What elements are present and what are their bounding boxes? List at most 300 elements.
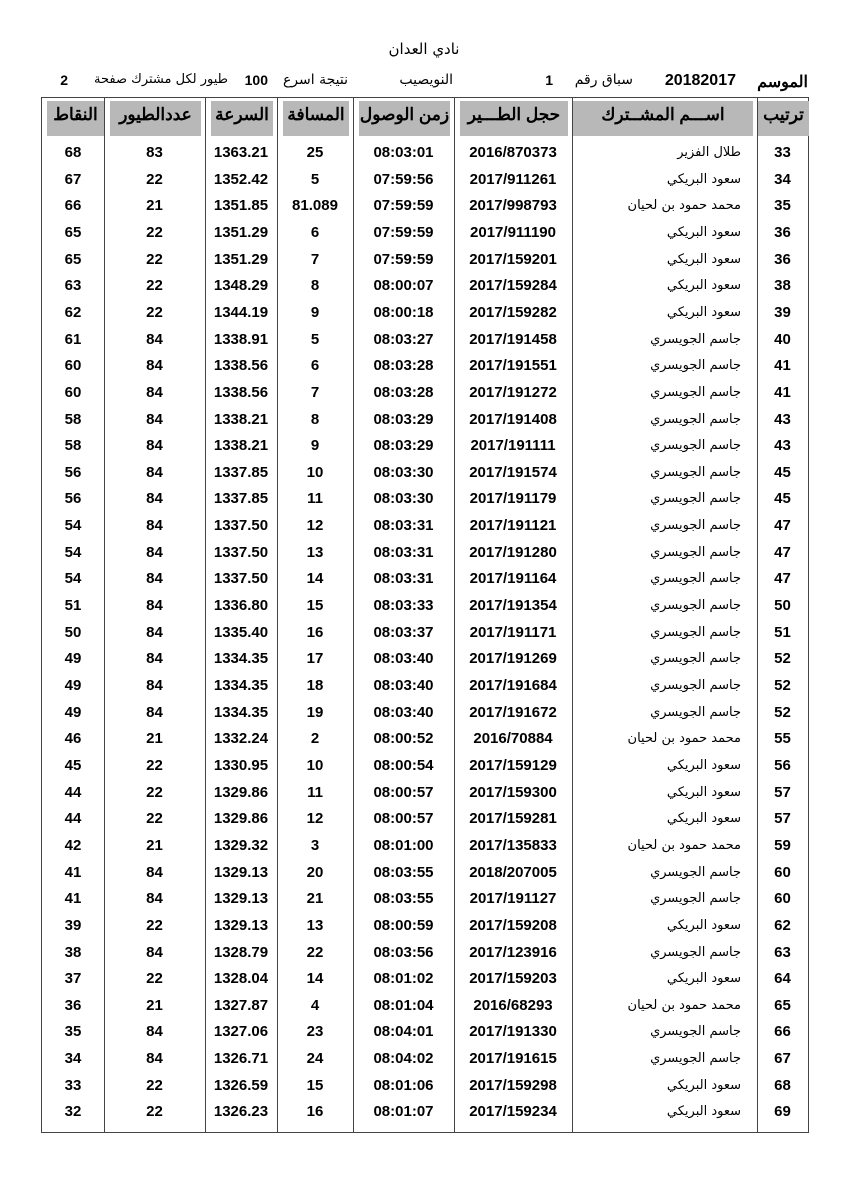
ring-number-cell: 2016/870373 [469, 144, 557, 161]
distance-cell: 21 [306, 890, 324, 908]
birds-cell: 83 [146, 144, 163, 161]
birds-cell: 84 [146, 383, 163, 401]
points-cell: 58 [64, 437, 82, 455]
arrival-time-cell: 08:03:31 [373, 570, 434, 588]
participant-name-cell: جاسم الجويسري [650, 411, 741, 427]
arrival-time-cell: 08:03:56 [373, 943, 434, 961]
table-row [42, 273, 808, 299]
table-row [42, 486, 808, 512]
arrival-time-cell: 08:01:02 [373, 970, 434, 988]
table-row [42, 513, 808, 539]
distance-cell: 16 [306, 623, 324, 641]
distance-cell: 10 [306, 463, 324, 481]
points-cell: 45 [64, 756, 82, 774]
arrival-time-cell: 08:00:57 [373, 783, 434, 801]
ring-number-cell: 2017/191127 [469, 890, 557, 908]
participant-name-cell: طلال الفزير [677, 145, 741, 160]
season-value: 20182017 [664, 72, 736, 89]
distance-cell: 8 [310, 277, 320, 295]
arrival-time-cell: 08:03:40 [373, 677, 434, 694]
season-label: الموسم [757, 74, 808, 91]
speed-cell: 1348.29 [213, 277, 269, 295]
speed-cell: 1335.40 [213, 623, 269, 641]
arrival-time-cell: 08:00:52 [373, 730, 434, 748]
club-title: نادي العدان [388, 40, 460, 58]
arrival-time-cell: 08:00:07 [373, 277, 434, 295]
distance-cell: 15 [306, 597, 324, 615]
points-cell: 39 [64, 916, 82, 934]
speed-cell: 1328.04 [213, 970, 269, 988]
ring-number-cell: 2017/191171 [469, 623, 557, 641]
birds-cell: 22 [146, 1076, 163, 1094]
participant-name-cell: سعود البريكي [666, 278, 741, 294]
rank-cell: 38 [774, 277, 791, 295]
ring-number-cell: 2017/159208 [469, 916, 557, 934]
birds-cell: 84 [146, 437, 163, 455]
participant-name-cell: جاسم الجويسري [650, 331, 741, 347]
rank-cell: 60 [774, 890, 791, 908]
birds-cell: 22 [146, 277, 163, 295]
points-cell: 49 [64, 650, 82, 668]
points-cell: 44 [64, 783, 82, 801]
points-cell: 56 [64, 463, 82, 481]
table-row [42, 407, 808, 433]
distance-cell: 24 [306, 1050, 324, 1068]
points-cell: 56 [64, 490, 82, 508]
points-cell: 66 [64, 197, 82, 215]
distance-cell: 14 [306, 570, 324, 588]
birds-cell: 84 [146, 1050, 163, 1068]
participant-name-cell: سعود البريكي [666, 171, 741, 187]
distance-cell: 5 [310, 170, 320, 188]
speed-cell: 1338.56 [213, 357, 269, 375]
table-row [42, 327, 808, 353]
table-row [42, 140, 808, 166]
distance-cell: 9 [310, 437, 320, 455]
distance-cell: 11 [307, 490, 323, 508]
ring-number-cell: 2018/207005 [469, 863, 557, 881]
speed-cell: 1351.85 [213, 197, 269, 215]
birds-cell: 22 [146, 810, 163, 828]
arrival-time-cell: 08:01:06 [373, 1076, 434, 1094]
participant-name-cell: جاسم الجويسري [650, 1024, 741, 1040]
speed-cell: 1329.86 [213, 783, 269, 801]
birds-cell: 22 [146, 916, 163, 934]
arrival-time-cell: 08:03:27 [373, 330, 434, 348]
table-row [42, 353, 808, 379]
participant-name-cell: محمد حمود بن لحيان [627, 731, 741, 747]
distance-cell: 22 [306, 943, 324, 961]
distance-cell: 13 [306, 916, 324, 934]
birds-cell: 84 [146, 357, 163, 375]
ring-number-cell: 2017/191121 [469, 517, 557, 535]
speed-cell: 1326.23 [213, 1103, 269, 1121]
birds-cell: 84 [146, 703, 163, 721]
participant-name-cell: سعود البريكي [666, 251, 741, 267]
birds-cell: 84 [146, 517, 163, 535]
speed-cell: 1363.21 [213, 144, 269, 161]
birds-cell: 84 [146, 570, 163, 588]
birds-cell: 84 [146, 410, 163, 428]
table-row [42, 247, 808, 273]
table-row [42, 833, 808, 859]
points-cell: 67 [64, 170, 82, 188]
rank-cell: 36 [774, 250, 791, 268]
points-cell: 46 [64, 730, 82, 748]
distance-cell: 16 [306, 1103, 324, 1121]
speed-cell: 1351.29 [213, 250, 269, 268]
birds-cell: 22 [146, 1103, 163, 1121]
distance-cell: 81.089 [292, 197, 338, 215]
race-info-line [40, 72, 808, 94]
table-row [42, 940, 808, 966]
participant-name-cell: جاسم الجويسري [650, 384, 741, 400]
rank-cell: 52 [774, 650, 791, 668]
participant-name-cell: جاسم الجويسري [650, 1051, 741, 1067]
participant-name-cell: سعود البريكي [666, 1077, 741, 1093]
speed-cell: 1334.35 [213, 703, 269, 721]
distance-cell: 6 [310, 357, 320, 375]
birds-cell: 84 [146, 863, 163, 881]
rank-cell: 56 [774, 756, 791, 774]
rank-cell: 69 [774, 1103, 791, 1121]
points-cell: 33 [64, 1076, 82, 1094]
ring-number-cell: 2017/191408 [469, 410, 557, 428]
rank-cell: 43 [774, 437, 791, 455]
table-row [42, 700, 808, 726]
distance-cell: 3 [310, 836, 320, 854]
speed-cell: 1329.13 [213, 916, 269, 934]
table-row [42, 646, 808, 672]
distance-cell: 2 [310, 730, 320, 748]
header-distance: المسافة [283, 101, 349, 136]
rank-cell: 62 [774, 916, 791, 934]
table-row [42, 380, 808, 406]
birds-cell: 84 [146, 330, 163, 348]
page-number: 2 [60, 72, 68, 88]
arrival-time-cell: 08:03:30 [373, 463, 434, 481]
distance-cell: 15 [306, 1076, 324, 1094]
speed-cell: 1338.21 [213, 437, 269, 455]
rank-cell: 47 [774, 543, 791, 561]
participant-name-cell: جاسم الجويسري [650, 678, 741, 693]
table-row [42, 167, 808, 193]
ring-number-cell: 2017/135833 [469, 836, 557, 854]
participant-name-cell: سعود البريكي [666, 224, 741, 240]
table-row [42, 860, 808, 886]
speed-cell: 1337.50 [213, 517, 269, 535]
table-row [42, 726, 808, 752]
arrival-time-cell: 08:00:59 [373, 916, 434, 934]
arrival-time-cell: 08:03:28 [373, 357, 434, 375]
arrival-time-cell: 08:03:40 [373, 703, 434, 721]
speed-cell: 1352.42 [213, 170, 269, 188]
ring-number-cell: 2017/911261 [469, 170, 557, 188]
participant-name-cell: جاسم الجويسري [650, 438, 741, 454]
table-row [42, 220, 808, 246]
rank-cell: 43 [774, 410, 791, 428]
table-row [42, 966, 808, 992]
race-number: 1 [545, 72, 553, 88]
rank-cell: 51 [774, 623, 791, 641]
birds-cell: 84 [146, 623, 163, 641]
birds-note: طيور لكل مشترك صفحة [94, 72, 228, 87]
distance-cell: 7 [310, 250, 320, 268]
speed-cell: 1329.13 [213, 863, 269, 881]
ring-number-cell: 2017/159282 [469, 303, 557, 321]
ring-number-cell: 2017/159300 [469, 783, 557, 801]
rank-cell: 59 [774, 836, 791, 854]
ring-number-cell: 2017/159298 [469, 1076, 557, 1094]
table-row [42, 433, 808, 459]
birds-cell: 22 [146, 783, 163, 801]
ring-number-cell: 2017/191458 [469, 330, 557, 348]
table-row [42, 193, 808, 219]
distance-cell: 12 [306, 517, 324, 535]
points-cell: 35 [64, 1023, 82, 1041]
table-row [42, 460, 808, 486]
birds-cell: 84 [146, 463, 163, 481]
points-cell: 51 [64, 597, 82, 615]
rank-cell: 47 [774, 570, 791, 588]
birds-count: 100 [244, 72, 268, 88]
ring-number-cell: 2017/191330 [469, 1023, 557, 1041]
points-cell: 32 [64, 1103, 82, 1121]
ring-number-cell: 2017/159203 [469, 970, 557, 988]
speed-cell: 1326.71 [213, 1050, 269, 1068]
arrival-time-cell: 08:01:07 [373, 1103, 434, 1121]
distance-cell: 5 [310, 330, 320, 348]
distance-cell: 23 [306, 1023, 324, 1041]
points-cell: 44 [64, 810, 82, 828]
ring-number-cell: 2017/191272 [469, 383, 557, 401]
speed-cell: 1334.35 [213, 650, 269, 668]
rank-cell: 57 [774, 810, 791, 828]
table-row [42, 1046, 808, 1072]
distance-cell: 19 [306, 703, 324, 721]
birds-cell: 84 [146, 890, 163, 908]
speed-cell: 1328.79 [213, 943, 269, 961]
arrival-time-cell: 08:01:04 [373, 996, 434, 1014]
participant-name-cell: جاسم الجويسري [650, 518, 741, 534]
birds-cell: 22 [146, 756, 163, 774]
points-cell: 62 [64, 303, 82, 321]
participant-name-cell: جاسم الجويسري [650, 891, 741, 907]
arrival-time-cell: 08:03:31 [373, 543, 434, 561]
points-cell: 41 [64, 863, 82, 881]
ring-number-cell: 2017/998793 [469, 197, 557, 215]
rank-cell: 57 [774, 783, 791, 801]
header-rank: ترتيب [758, 101, 809, 136]
arrival-time-cell: 08:03:55 [373, 890, 434, 908]
table-row [42, 620, 808, 646]
rank-cell: 67 [774, 1050, 791, 1068]
birds-cell: 21 [146, 836, 163, 854]
ring-number-cell: 2017/191280 [469, 543, 557, 561]
points-cell: 37 [64, 970, 82, 988]
points-cell: 34 [64, 1050, 82, 1068]
result-label: نتيجة اسرع [282, 72, 348, 88]
table-row [42, 993, 808, 1019]
distance-cell: 25 [306, 144, 324, 161]
participant-name-cell: جاسم الجويسري [650, 704, 741, 720]
arrival-time-cell: 07:59:59 [373, 250, 434, 268]
rank-cell: 66 [774, 1023, 791, 1041]
birds-cell: 84 [146, 943, 163, 961]
ring-number-cell: 2017/191615 [469, 1050, 557, 1068]
race-label: سباق رقم [574, 72, 633, 88]
table-row [42, 886, 808, 912]
birds-cell: 84 [146, 490, 163, 508]
distance-cell: 20 [306, 863, 324, 881]
ring-number-cell: 2017/191551 [469, 357, 557, 375]
ring-number-cell: 2017/159234 [469, 1103, 557, 1121]
participant-name-cell: جاسم الجويسري [650, 944, 741, 960]
speed-cell: 1344.19 [213, 303, 269, 321]
participant-name-cell: جاسم الجويسري [650, 864, 741, 880]
points-cell: 50 [64, 623, 82, 641]
header-ring: حجل الطـــير [460, 101, 568, 136]
rank-cell: 39 [774, 303, 791, 321]
header-arrival: زمن الوصول [359, 101, 450, 136]
table-row [42, 913, 808, 939]
ring-number-cell: 2017/191179 [469, 490, 557, 508]
arrival-time-cell: 08:03:30 [373, 490, 434, 508]
speed-cell: 1337.50 [213, 570, 269, 588]
speed-cell: 1332.24 [213, 730, 269, 748]
table-row [42, 300, 808, 326]
rank-cell: 64 [774, 970, 791, 988]
ring-number-cell: 2017/159201 [469, 250, 557, 268]
speed-cell: 1338.91 [213, 330, 269, 348]
table-row [42, 753, 808, 779]
rank-cell: 45 [774, 463, 791, 481]
speed-cell: 1329.13 [213, 890, 269, 908]
points-cell: 54 [64, 570, 82, 588]
speed-cell: 1337.50 [213, 543, 269, 561]
ring-number-cell: 2017/191354 [469, 597, 557, 615]
points-cell: 60 [64, 383, 82, 401]
rank-cell: 41 [774, 357, 791, 375]
birds-cell: 21 [146, 197, 163, 215]
participant-name-cell: سعود البريكي [666, 971, 741, 987]
participant-name-cell: سعود البريكي [666, 784, 741, 800]
table-row [42, 593, 808, 619]
table-row [42, 1073, 808, 1099]
arrival-time-cell: 08:03:55 [373, 863, 434, 881]
ring-number-cell: 2017/159281 [469, 810, 557, 828]
participant-name-cell: سعود البريكي [666, 757, 741, 773]
birds-cell: 22 [146, 303, 163, 321]
points-cell: 42 [64, 836, 82, 854]
table-row [42, 1099, 808, 1125]
header-birds: عددالطيور [110, 101, 201, 136]
rank-cell: 52 [774, 703, 791, 721]
arrival-time-cell: 08:03:37 [373, 623, 434, 641]
race-name: النويصيب [399, 72, 453, 88]
participant-name-cell: محمد حمود بن لحيان [627, 837, 741, 853]
points-cell: 58 [64, 410, 82, 428]
rank-cell: 63 [774, 943, 791, 961]
rank-cell: 65 [774, 996, 791, 1014]
rank-cell: 34 [774, 170, 791, 188]
ring-number-cell: 2017/159129 [469, 756, 557, 774]
speed-cell: 1337.85 [213, 490, 269, 508]
participant-name-cell: محمد حمود بن لحيان [627, 198, 741, 214]
participant-name-cell: جاسم الجويسري [650, 358, 741, 374]
distance-cell: 10 [306, 756, 324, 774]
participant-name-cell: جاسم الجويسري [650, 651, 741, 667]
ring-number-cell: 2017/191684 [469, 677, 557, 694]
table-row [42, 1019, 808, 1045]
rank-cell: 36 [774, 223, 791, 241]
arrival-time-cell: 08:03:33 [373, 597, 434, 615]
points-cell: 65 [64, 223, 82, 241]
distance-cell: 9 [310, 303, 320, 321]
arrival-time-cell: 08:03:40 [373, 650, 434, 668]
participant-name-cell: جاسم الجويسري [650, 571, 741, 587]
distance-cell: 11 [307, 783, 323, 801]
participant-name-cell: جاسم الجويسري [650, 491, 741, 507]
points-cell: 49 [64, 677, 82, 694]
birds-cell: 22 [146, 223, 163, 241]
table-row [42, 566, 808, 592]
points-cell: 41 [64, 890, 82, 908]
rank-cell: 33 [774, 144, 791, 161]
ring-number-cell: 2016/68293 [473, 996, 553, 1014]
ring-number-cell: 2016/70884 [473, 730, 553, 748]
points-cell: 65 [64, 250, 82, 268]
table-row [42, 540, 808, 566]
distance-cell: 4 [310, 996, 320, 1014]
ring-number-cell: 2017/191672 [469, 703, 557, 721]
rank-cell: 40 [774, 330, 791, 348]
points-cell: 60 [64, 357, 82, 375]
ring-number-cell: 2017/191574 [469, 463, 557, 481]
rank-cell: 41 [774, 383, 791, 401]
speed-cell: 1336.80 [213, 597, 269, 615]
speed-cell: 1327.87 [213, 996, 269, 1014]
rank-cell: 35 [774, 197, 791, 215]
table-row [42, 780, 808, 806]
rank-cell: 50 [774, 597, 791, 615]
arrival-time-cell: 08:04:01 [373, 1023, 434, 1041]
participant-name-cell: سعود البريكي [666, 811, 741, 827]
arrival-time-cell: 08:01:00 [373, 836, 434, 854]
arrival-time-cell: 07:59:56 [373, 170, 434, 188]
rank-cell: 45 [774, 490, 791, 508]
points-cell: 38 [64, 943, 82, 961]
header-participant: اســـم المشــترك [573, 101, 753, 136]
birds-cell: 22 [146, 970, 163, 988]
ring-number-cell: 2017/123916 [469, 943, 557, 961]
rank-cell: 68 [774, 1076, 791, 1094]
birds-cell: 21 [146, 730, 163, 748]
distance-cell: 7 [310, 383, 320, 401]
distance-cell: 6 [310, 223, 320, 241]
birds-cell: 84 [146, 597, 163, 615]
participant-name-cell: سعود البريكي [666, 917, 741, 933]
participant-name-cell: سعود البريكي [666, 1104, 741, 1120]
distance-cell: 14 [306, 970, 324, 988]
arrival-time-cell: 08:03:31 [373, 517, 434, 535]
arrival-time-cell: 07:59:59 [373, 223, 434, 241]
arrival-time-cell: 07:59:59 [373, 197, 434, 215]
birds-cell: 84 [146, 650, 163, 668]
speed-cell: 1338.56 [213, 383, 269, 401]
birds-cell: 84 [146, 677, 163, 694]
arrival-time-cell: 08:00:54 [373, 756, 434, 774]
